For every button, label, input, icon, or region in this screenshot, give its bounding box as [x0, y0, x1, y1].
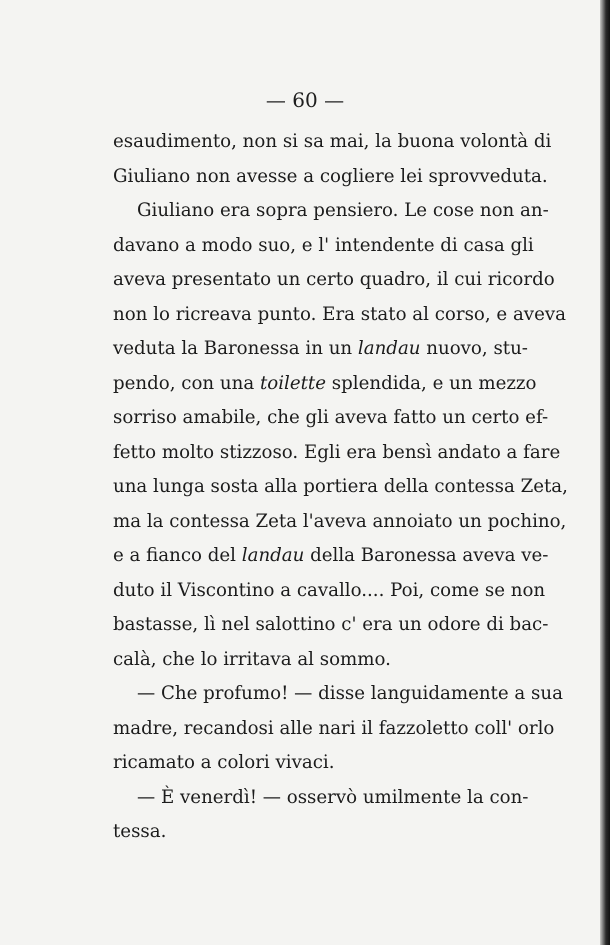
text-line-20: — È venerdì! — osservò umilmente la con- — [137, 786, 529, 808]
italic-word: toilette — [259, 372, 327, 394]
text-line-17: — Che profumo! — disse languidamente a sua — [137, 683, 563, 704]
page-number: — 60 — — [265, 88, 345, 112]
text-line-7: veduta la Baronessa in un landau nuovo, stu- — [113, 338, 528, 359]
text-line-19: ricamato a colori vivaci. — [113, 752, 335, 773]
text-line-8: pendo, con una toilette splendida, e un mezzo — [113, 372, 537, 394]
text-line-10: fetto molto stizzoso. Egli era bensì andato a fare — [113, 441, 561, 463]
body-text — [113, 125, 568, 850]
text-line-12: ma la contessa Zeta l'aveva annoiato un pochino, — [113, 510, 567, 532]
text-line-13: e a fianco del landau della Baronessa aveva ve- — [113, 545, 549, 566]
text-line-11: una lunga sosta alla portiera della contessa Zeta, — [113, 476, 568, 497]
text-line-5: aveva presentato un certo quadro, il cui ricordo — [113, 269, 555, 290]
text-line-1: esaudimento, non si sa mai, la buona volontà di — [113, 131, 552, 152]
text-line-21: tessa. — [113, 821, 167, 842]
text-line-14: duto il Viscontino a cavallo.... Poi, come se non — [113, 579, 546, 601]
italic-word: landau — [241, 545, 305, 566]
text-line-18: madre, recandosi alle nari il fazzoletto coll' orlo — [113, 717, 555, 739]
text-line-4: davano a modo suo, e l' intendente di casa gli — [113, 234, 534, 256]
text-line-9: sorriso amabile, che gli aveva fatto un certo ef- — [113, 407, 549, 428]
text-line-15: bastasse, lì nel salottino c' era un odore di bac- — [113, 614, 549, 635]
text-line-16: calà, che lo irritava al sommo. — [113, 648, 391, 670]
text-line-6: non lo ricreava punto. Era stato al corso, e aveva — [113, 303, 566, 325]
book-spine-edge — [600, 0, 610, 945]
text-line-2: Giuliano non avesse a cogliere lei sprovveduta. — [113, 165, 548, 187]
text-line-3: Giuliano era sopra pensiero. Le cose non an- — [137, 200, 549, 221]
italic-word: landau — [357, 338, 421, 359]
